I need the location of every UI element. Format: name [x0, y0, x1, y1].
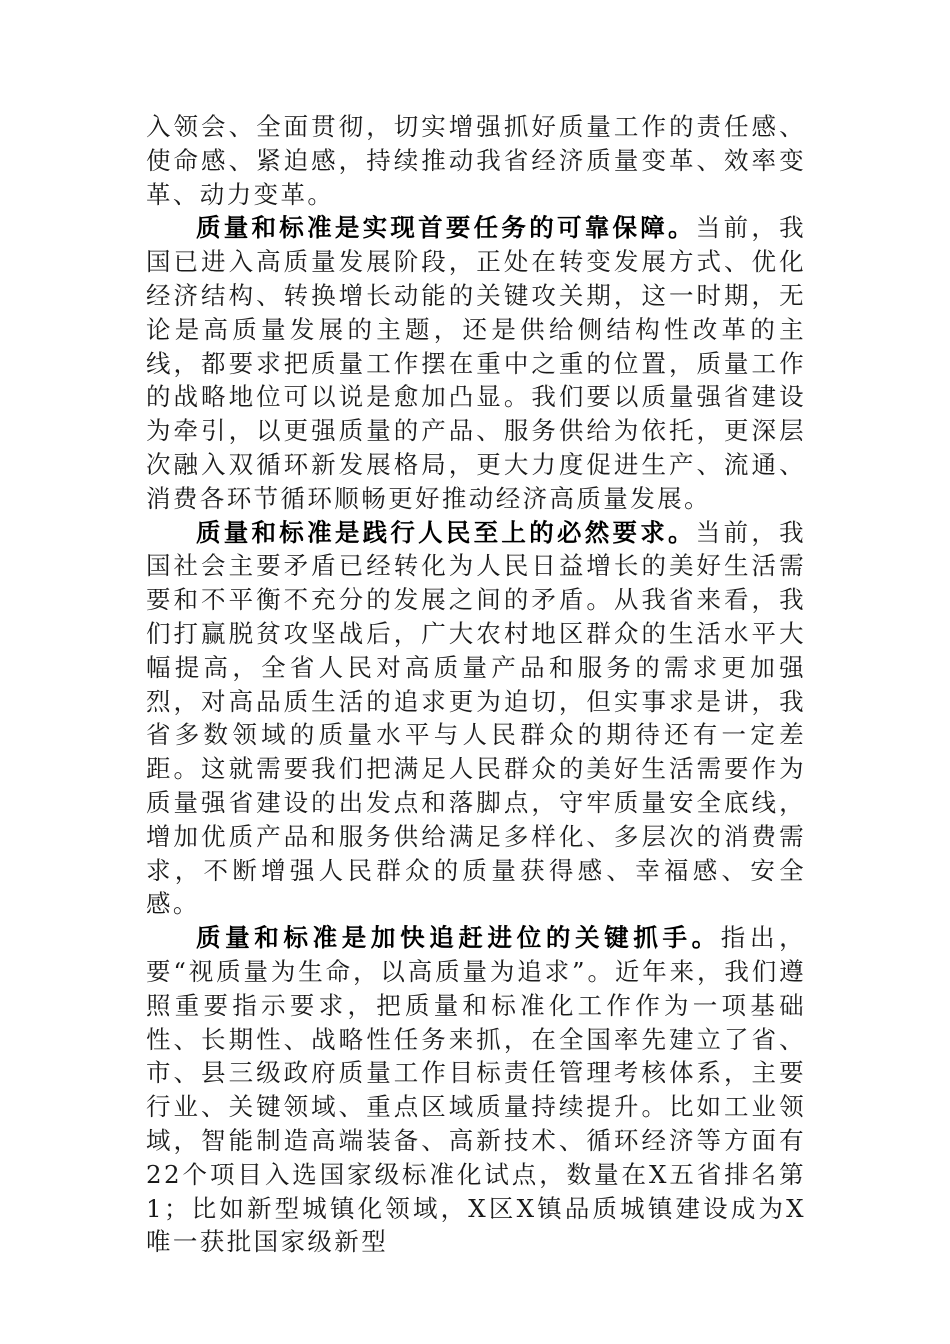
paragraph-3-heading: 质量和标准是践行人民至上的必然要求。 [196, 517, 696, 547]
paragraph-1 [146, 110, 806, 211]
paragraph-2 [146, 211, 806, 515]
paragraph-2-text: 当前，我国已进入高质量发展阶段，正处在转变发展方式、优化经济结构、转换增长动能的关键攻关期，这一时期，无论是高质量发展的主题，还是供给侧结构性改革的主线，都要求把质量工作摆在重中之重的位置，质量工作的战略地位可以说是愈加凸显。我们要以质量强省建设为牵引，以更强质量的产品、服务供给为依托，更深层次融入双循环新发展格局，更大力度促进生产、流通、消费各环节循环顺畅更好推动经济高质量发展。 [146, 213, 806, 513]
paragraph-1-text: 入领会、全面贯彻，切实增强抓好质量工作的责任感、使命感、紧迫感，持续推动我省经济质量变革、效率变革、动力变革。 [146, 112, 806, 209]
paragraph-4-text: 指出，要“视质量为生命，以高质量为追求”。近年来，我们遵照重要指示要求，把质量和标准化工作作为一项基础性、长期性、战略性任务来抓，在全国率先建立了省、市、县三级政府质量工作目标责任管理考核体系，主要行业、关键领域、重点区域质量持续提升。比如工业领域，智能制造高端装备、高新技术、循环经济等方面有22个项目入选国家级标准化试点，数量在X五省排名第1；比如新型城镇化领域，X区X镇品质城镇建设成为X唯一获批国家级新型 [146, 923, 807, 1257]
paragraph-3-text: 当前，我国社会主要矛盾已经转化为人民日益增长的美好生活需要和不平衡不充分的发展之间的矛盾。从我省来看，我们打赢脱贫攻坚战后，广大农村地区群众的生活水平大幅提高，全省人民对高质量产品和服务的需求更加强烈，对高品质生活的追求更为迫切，但实事求是讲，我省多数领域的质量水平与人民群众的期待还有一定差距。这就需要我们把满足人民群众的美好生活需要作为质量强省建设的出发点和落脚点，守牢质量安全底线，增加优质产品和服务供给满足多样化、多层次的消费需求，不断增强人民群众的质量获得感、幸福感、安全感。 [146, 517, 806, 919]
paragraph-2-heading: 质量和标准是实现首要任务的可靠保障。 [196, 213, 696, 243]
paragraph-4-heading: 质量和标准是加快追赶进位的关键抓手。 [196, 923, 721, 953]
document-body [146, 110, 806, 1259]
paragraph-4 [146, 921, 806, 1259]
paragraph-3 [146, 516, 806, 922]
